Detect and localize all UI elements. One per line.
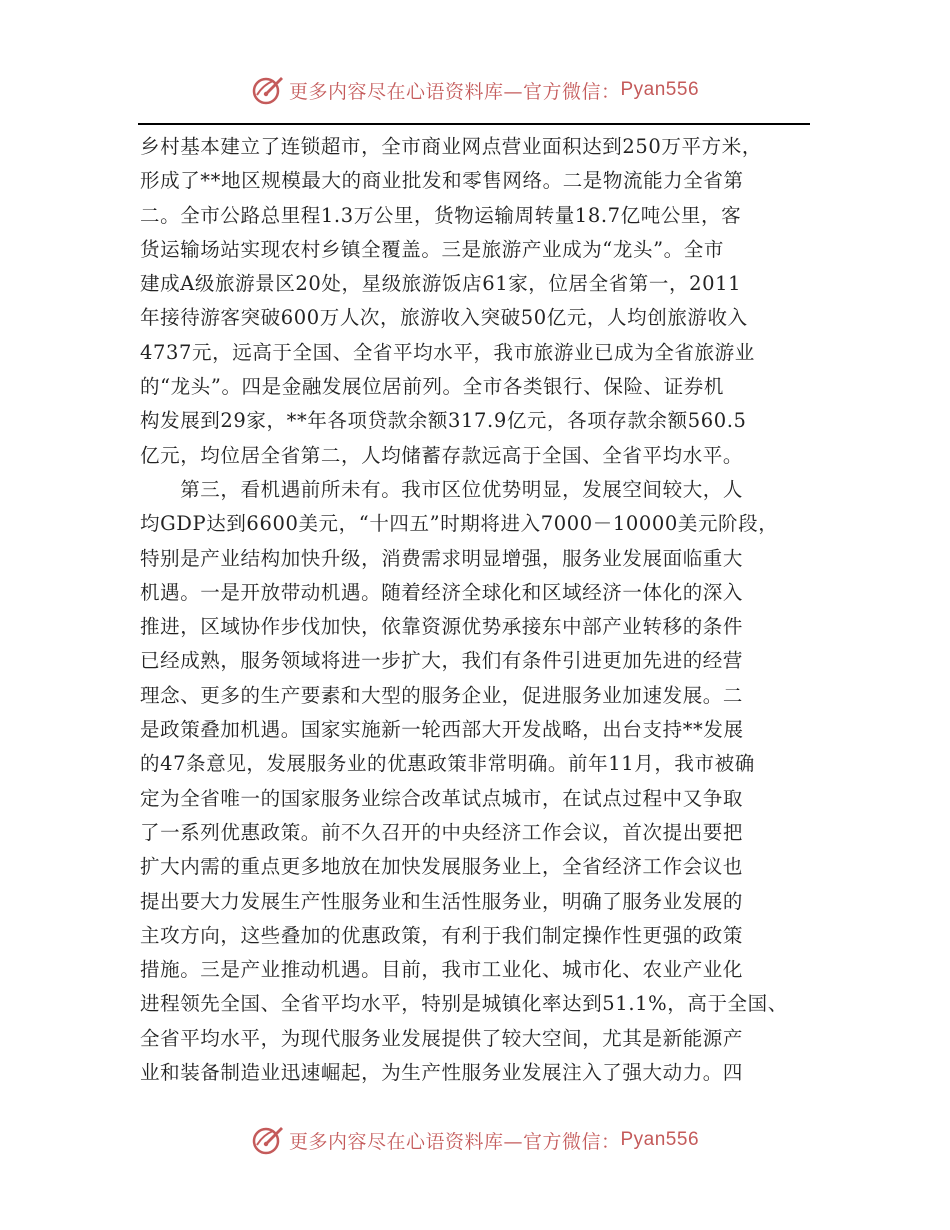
footer-banner: [0, 1122, 950, 1158]
footer-wechat-id: Pyan556: [620, 1129, 700, 1150]
text-line: 货运输场站实现农村乡镇全覆盖。三是旅游产业成为“龙头”。全市: [140, 237, 724, 261]
text-line: 二。全市公路总里程1.3万公里，货物运输周转量18.7亿吨公里，客: [140, 203, 742, 227]
text-line: 定为全省唯一的国家服务业综合改革试点城市，在试点过程中又争取: [140, 786, 744, 810]
text-line: 形成了**地区规模最大的商业批发和零售网络。二是物流能力全省第: [140, 169, 744, 193]
text-line: 理念、更多的生产要素和大型的服务企业，促进服务业加速发展。二: [140, 683, 744, 707]
text-line: 机遇。一是开放带动机遇。随着经济全球化和区域经济一体化的深入: [140, 580, 744, 604]
text-line: 第三，看机遇前所未有。我市区位优势明显，发展空间较大，人: [140, 477, 744, 501]
footer-text: 更多内容尽在心语资料库—官方微信：: [288, 1130, 621, 1153]
text-line: 措施。三是产业推动机遇。目前，我市工业化、城市化、农业产业化: [140, 958, 744, 982]
text-line: 特别是产业结构加快升级，消费需求明显增强，服务业发展面临重大: [140, 546, 744, 570]
text-line: 的“龙头”。四是金融发展位居前列。全市各类银行、保险、证券机: [140, 375, 724, 399]
text-line: 均GDP达到6600美元，“十四五”时期将进入7000－10000美元阶段，: [140, 512, 779, 536]
text-line: 构发展到29家，**年各项贷款余额317.9亿元，各项存款余额560.5: [140, 409, 747, 433]
text-line: 了一系列优惠政策。前不久召开的中央经济工作会议，首次提出要把: [140, 820, 744, 844]
text-line: 年接待游客突破600万人次，旅游收入突破50亿元，人均创旅游收入: [140, 306, 748, 330]
text-line: 是政策叠加机遇。国家实施新一轮西部大开发战略，出台支持**发展: [140, 718, 744, 742]
header-divider: [138, 123, 810, 125]
text-line: 的47条意见，发展服务业的优惠政策非常明确。前年11月，我市被确: [140, 752, 755, 776]
header-banner: [0, 72, 950, 108]
red-pen-logo-icon: [251, 1123, 285, 1157]
text-line: 建成A级旅游景区20处，星级旅游饭店61家，位居全省第一，2011: [140, 272, 742, 296]
text-line: 亿元，均位居全省第二，人均储蓄存款远高于全国、全省平均水平。: [140, 443, 744, 467]
text-line: 4737元，远高于全国、全省平均水平，我市旅游业已成为全省旅游业: [140, 340, 755, 364]
text-line: 已经成熟，服务领域将进一步扩大，我们有条件引进更加先进的经营: [140, 649, 744, 673]
text-line: 乡村基本建立了连锁超市，全市商业网点营业面积达到250万平方米，: [140, 135, 762, 158]
text-line: 提出要大力发展生产性服务业和生活性服务业，明确了服务业发展的: [140, 889, 744, 913]
text-line: 业和装备制造业迅速崛起，为生产性服务业发展注入了强大动力。四: [140, 1061, 744, 1085]
document-body: [140, 130, 830, 1090]
text-line: 主攻方向，这些叠加的优惠政策，有利于我们制定操作性更强的政策: [140, 923, 744, 947]
red-pen-logo-icon: [251, 73, 285, 107]
text-line: 进程领先全国、全省平均水平，特别是城镇化率达到51.1%，高于全国、: [140, 992, 788, 1016]
header-text: 更多内容尽在心语资料库—官方微信：: [288, 80, 621, 103]
header-wechat-id: Pyan556: [620, 79, 700, 100]
text-line: 扩大内需的重点更多地放在加快发展服务业上，全省经济工作会议也: [140, 855, 744, 879]
text-line: 全省平均水平，为现代服务业发展提供了较大空间，尤其是新能源产: [140, 1026, 744, 1050]
text-line: 推进，区域协作步伐加快，依靠资源优势承接东中部产业转移的条件: [140, 615, 744, 639]
